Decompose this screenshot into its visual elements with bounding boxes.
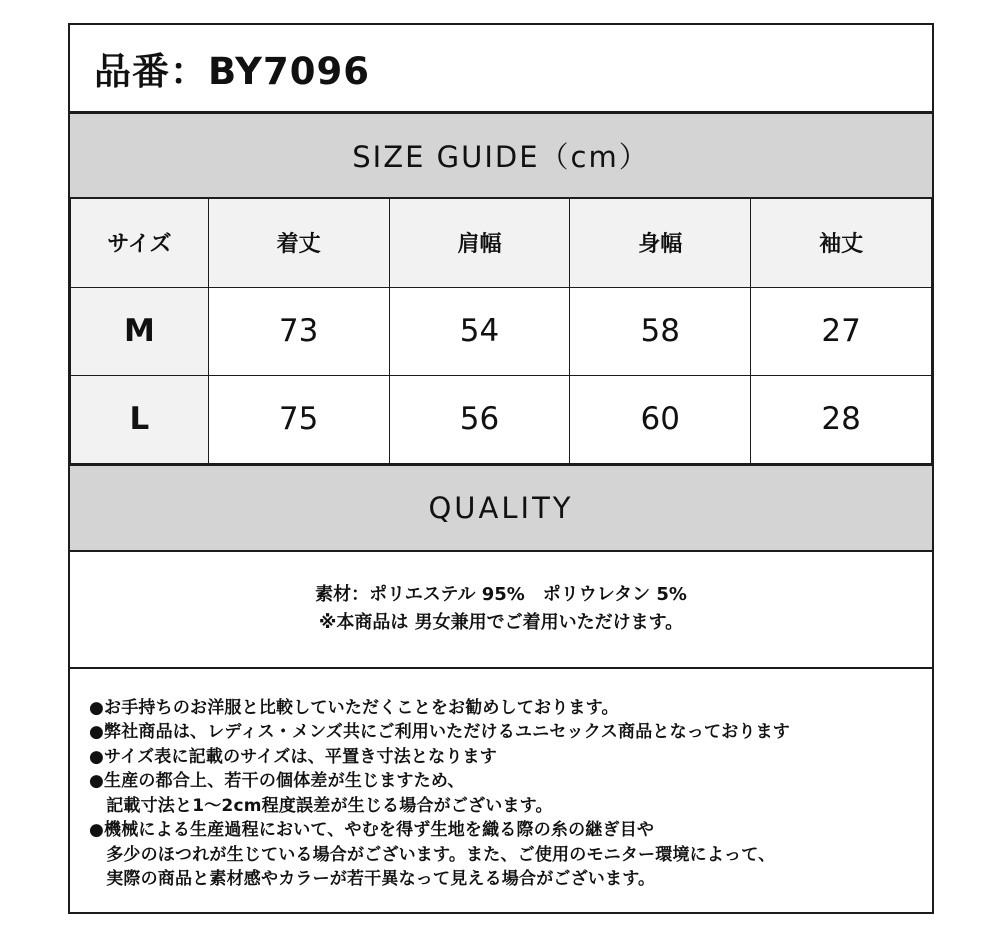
note-line: ●サイズ表に記載のサイズは、平置き寸法となります (89, 746, 497, 767)
quality-banner (70, 464, 932, 550)
note-line: ●弊社商品は、レディス・メンズ共にご利用いただけるユニセックス商品となっております (89, 722, 790, 742)
size-table-header-length: 着丈 (208, 198, 389, 287)
size-table-header-width: 身幅 (570, 198, 751, 287)
size-label-l: L (71, 375, 209, 463)
m-width-value: 58 (570, 287, 751, 375)
m-shoulder-value: 54 (389, 287, 570, 375)
size-table-header-row (71, 198, 932, 287)
size-table-row-m (71, 287, 932, 375)
l-sleeve-value: 28 (751, 375, 932, 463)
size-label-m: M (71, 287, 209, 375)
note-line: 実際の商品と素材感やカラーが若干異なって見える場合がございます。 (89, 869, 656, 889)
note-line: ●生産の都合上、若干の個体差が生じますため、 (89, 771, 465, 791)
size-guide-banner (70, 111, 932, 197)
product-size-sheet (68, 23, 934, 914)
notes-section (70, 667, 932, 912)
note-line: 多少のほつれが生じている場合がございます。また、ご使用のモニター環境によって、 (89, 844, 776, 865)
size-table-header-sleeve: 袖丈 (751, 198, 932, 287)
l-length-value: 75 (208, 375, 389, 463)
product-number-row (70, 25, 932, 111)
material-unisex-note: ※本商品は 男女兼用でご着用いただけます。 (318, 612, 684, 633)
note-line: ●お手持ちのお洋服と比較していただくことをお勧めしております。 (89, 697, 619, 718)
quality-title: QUALITY (428, 490, 574, 525)
l-shoulder-value: 56 (389, 375, 570, 463)
product-number-text: 品番：BY7096 (94, 50, 370, 93)
size-table (70, 197, 932, 464)
note-line: 記載寸法と1～2cm程度誤差が生じる場合がございます。 (89, 795, 553, 816)
m-sleeve-value: 27 (751, 287, 932, 375)
l-width-value: 60 (570, 375, 751, 463)
size-table-header-shoulder: 肩幅 (389, 198, 570, 287)
size-guide-title: SIZE GUIDE（cm） (352, 140, 650, 174)
size-table-header-size: サイズ (71, 198, 209, 287)
note-line: ●機械による生産過程において、やむを得ず生地を織る際の糸の継ぎ目や (89, 820, 655, 840)
m-length-value: 73 (208, 287, 389, 375)
material-section (70, 550, 932, 667)
material-composition: 素材：ポリエステル 95% ポリウレタン 5% (315, 584, 687, 605)
size-table-row-l (71, 375, 932, 463)
